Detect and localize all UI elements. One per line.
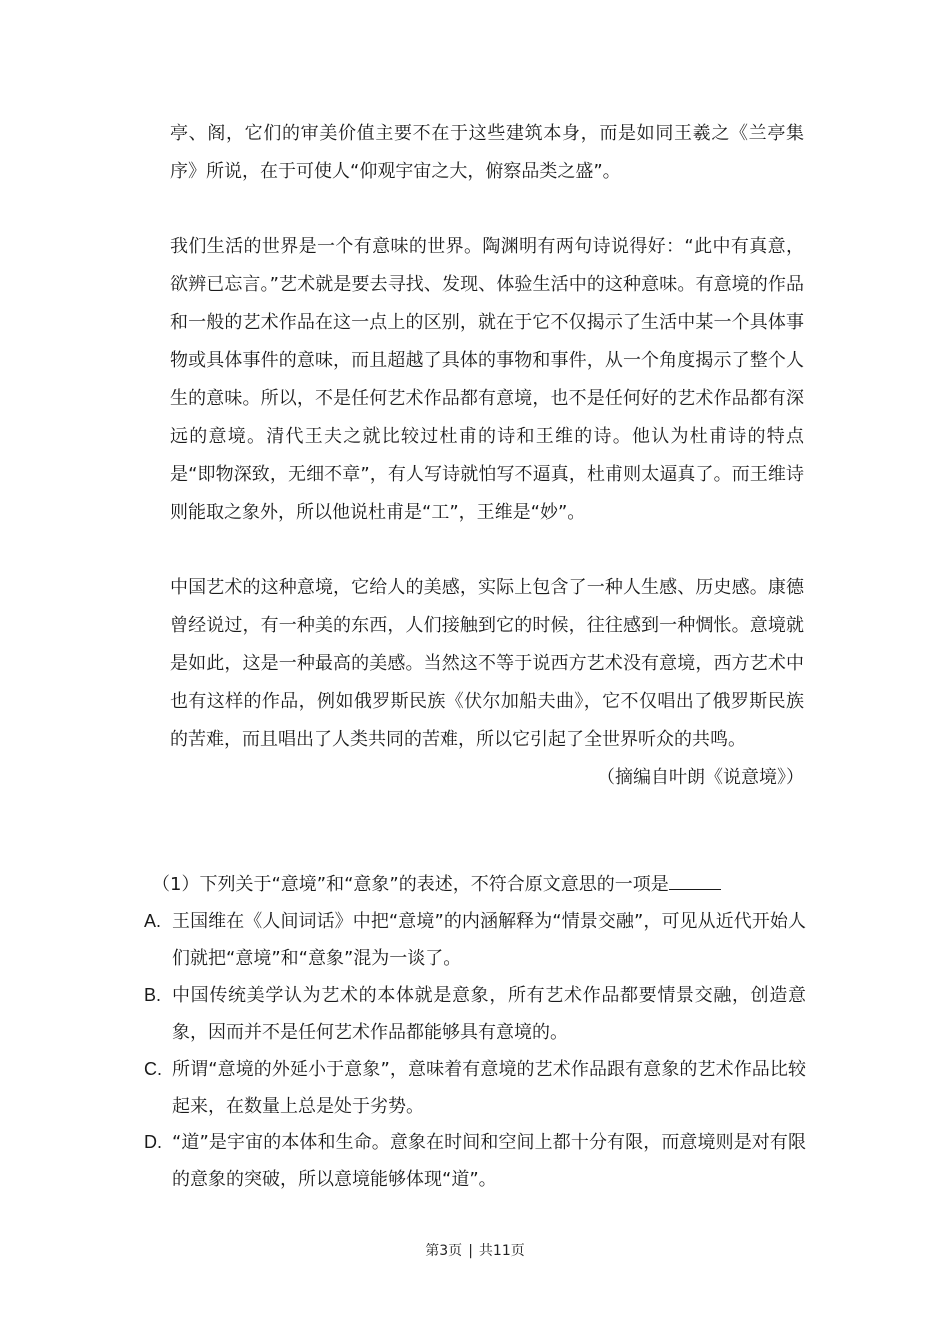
option-c-text: 所谓“意境的外延小于意象”，意味着有意境的艺术作品跟有意象的艺术作品比较起来，在数量上总是处于劣势。 [172,1059,806,1117]
article-body [170,115,804,797]
footer-separator: | [468,1243,473,1259]
option-a-letter: A. [144,911,162,931]
question-stem-text: （1）下列关于“意境”和“意象”的表述，不符合原文意思的一项是 [152,874,669,895]
article-source: （摘编自叶朗《说意境》） [597,767,804,788]
option-d-text: “道”是宇宙的本体和生命。意象在时间和空间上都十分有限，而意境则是对有限的意象的突破，所以意境能够体现“道”。 [172,1132,806,1190]
page-total: 共11页 [478,1243,525,1259]
page-footer [0,1240,950,1260]
option-c [144,1051,806,1125]
option-c-letter: C. [144,1059,162,1079]
article-paragraph-1: 亭、阁，它们的审美价值主要不在于这些建筑本身，而是如同王羲之《兰亭集序》所说，在于可使人“仰观宇宙之大，俯察品类之盛”。 [170,123,804,182]
answer-blank [669,869,721,890]
option-b [144,977,806,1051]
page-number: 第3页 [425,1243,463,1259]
article-paragraph-2: 我们生活的世界是一个有意味的世界。陶渊明有两句诗说得好：“此中有真意，欲辨已忘言。”艺术就是要去寻找、发现、体验生活中的这种意味。有意境的作品和一般的艺术作品在这一点上的区别，就在于它不仅揭示了生活中某一个具体事物或具体事件的意味，而且超越了具体的事物和事件，从一个角度揭示了整个人生的意味。所以，不是任何艺术作品都有意境，也不是任何好的艺术作品都有深远的意境。清代王夫之就比较过杜甫的诗和王维的诗。他认为杜甫诗的特点是“即物深致，无细不章”，有人写诗就怕写不逼真，杜甫则太逼真了。而王维诗则能取之象外，所以他说杜甫是“工”，王维是“妙”。 [170,236,804,523]
option-d-letter: D. [144,1132,162,1152]
option-a [144,903,806,977]
article-paragraph-3: 中国艺术的这种意境，它给人的美感，实际上包含了一种人生感、历史感。康德曾经说过，有一种美的东西，人们接触到它的时候，往往感到一种惆怅。意境就是如此，这是一种最高的美感。当然这不等于说西方艺术没有意境，西方艺术中也有这样的作品，例如俄罗斯民族《伏尔加船夫曲》，它不仅唱出了俄罗斯民族的苦难，而且唱出了人类共同的苦难，所以它引起了全世界听众的共鸣。 [170,577,804,750]
option-b-letter: B. [144,985,162,1005]
option-a-text: 王国维在《人间词话》中把“意境”的内涵解释为“情景交融”，可见从近代开始人们就把“意境”和“意象”混为一谈了。 [172,911,806,969]
option-b-text: 中国传统美学认为艺术的本体就是意象，所有艺术作品都要情景交融，创造意象，因而并不是任何艺术作品都能够具有意境的。 [172,985,806,1043]
question-stem [152,869,804,901]
option-d [144,1124,806,1198]
